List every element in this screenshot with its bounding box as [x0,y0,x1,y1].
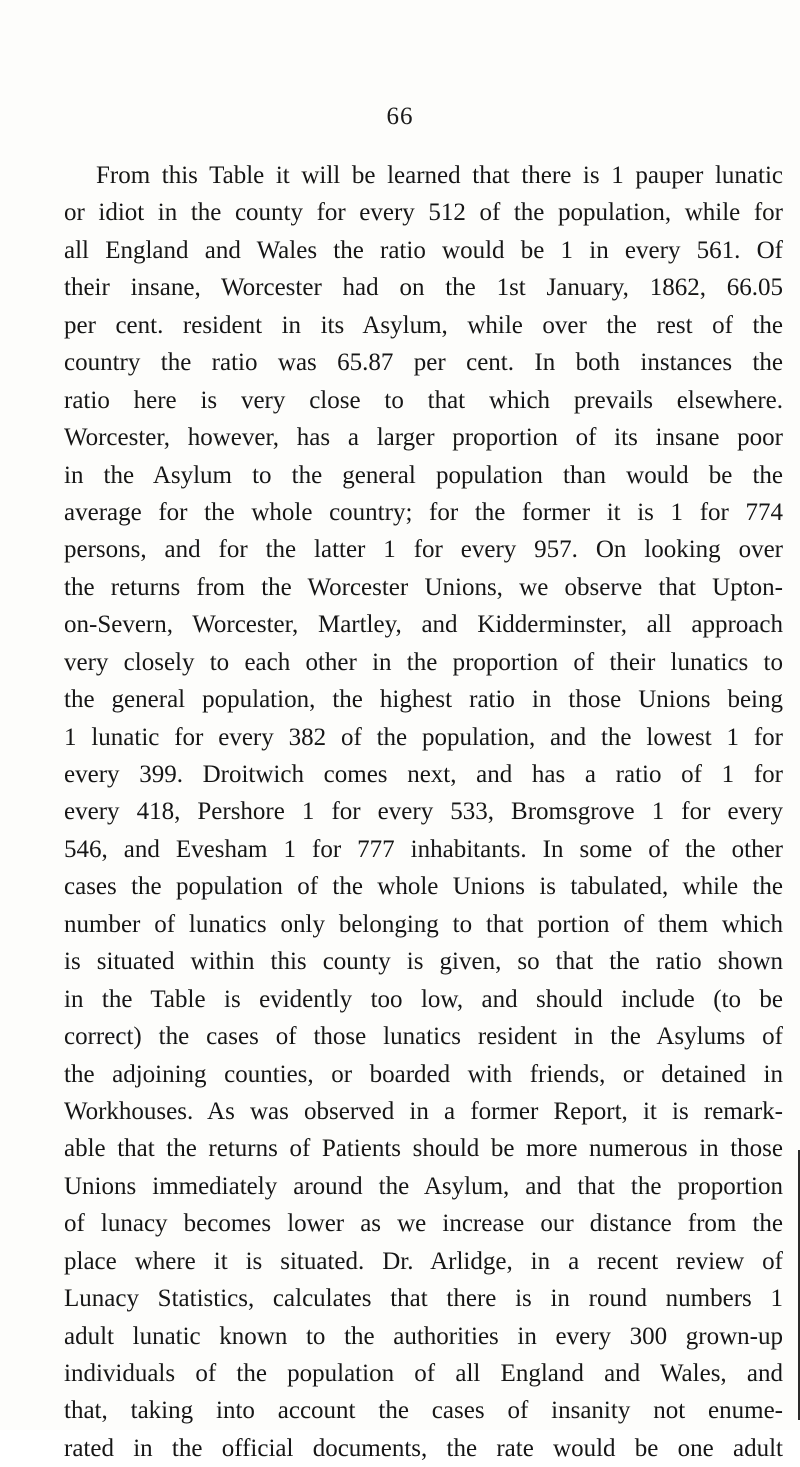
text-line: number of lunatics only belonging to that portion of them which [64,910,783,938]
text-line: From this Table it will be learned that there is 1 pauper lunatic [96,162,783,189]
text-line: the adjoining counties, or boarded with friends, or detained in [64,1060,783,1088]
text-line: correct) the cases of those lunatics resident in the Asylums of [64,1023,783,1051]
body-paragraph [64,157,783,1467]
text-line: very closely to each other in the proportion of their lunatics to [64,648,783,676]
text-line: 1 lunatic for every 382 of the population, and the lowest 1 for [64,723,783,751]
text-line: able that the returns of Patients should be more numerous in those [64,1135,783,1163]
text-line: Workhouses. As was observed in a former Report, it is remark- [64,1097,783,1125]
text-line: or idiot in the county for every 512 of the population, while for [64,199,783,227]
text-line: place where it is situated. Dr. Arlidge, in a recent review of [64,1247,783,1275]
text-line: per cent. resident in its Asylum, while over the rest of the [64,311,783,339]
text-line: Worcester, however, has a larger proportion of its insane poor [64,424,783,452]
text-line: their insane, Worcester had on the 1st January, 1862, 66.05 [64,274,783,302]
text-line: that, taking into account the cases of insanity not enume- [64,1397,783,1425]
text-line: cases the population of the whole Unions is tabulated, while the [64,873,783,901]
text-line: Unions immediately around the Asylum, and that the proportion [64,1172,783,1200]
text-line: individuals of the population of all England and Wales, and [64,1360,783,1387]
text-line: in the Asylum to the general population than would be the [64,461,783,489]
text-line: is situated within this county is given, so that the ratio shown [64,948,783,976]
text-line: on-Severn, Worcester, Martley, and Kidderminster, all approach [64,611,783,639]
text-line: all England and Wales the ratio would be 1 in every 561. Of [64,236,783,264]
text-line: ratio here is very close to that which prevails elsewhere. [64,386,783,414]
text-line: every 399. Droitwich comes next, and has a ratio of 1 for [64,761,783,788]
text-line: rated in the official documents, the rate would be one adult [64,1434,783,1462]
text-line: in the Table is evidently too low, and should include (to be [64,985,783,1013]
text-line: the general population, the highest ratio in those Unions being [64,686,783,714]
text-line: persons, and for the latter 1 for every 957. On looking over [64,536,783,564]
page-number: 66 [386,103,414,130]
text-line: adult lunatic known to the authorities in every 300 grown-up [64,1322,783,1350]
text-line: the returns from the Worcester Unions, we observe that Upton- [64,573,783,601]
text-line: average for the whole country; for the former it is 1 for 774 [64,498,783,526]
text-line: every 418, Pershore 1 for every 533, Bromsgrove 1 for every [64,798,783,826]
text-line: 546, and Evesham 1 for 777 inhabitants. In some of the other [64,835,783,863]
text-line: country the ratio was 65.87 per cent. In both instances the [64,349,783,377]
text-line: Lunacy Statistics, calculates that there is in round numbers 1 [64,1285,783,1313]
text-line: of lunacy becomes lower as we increase our distance from the [64,1210,783,1238]
